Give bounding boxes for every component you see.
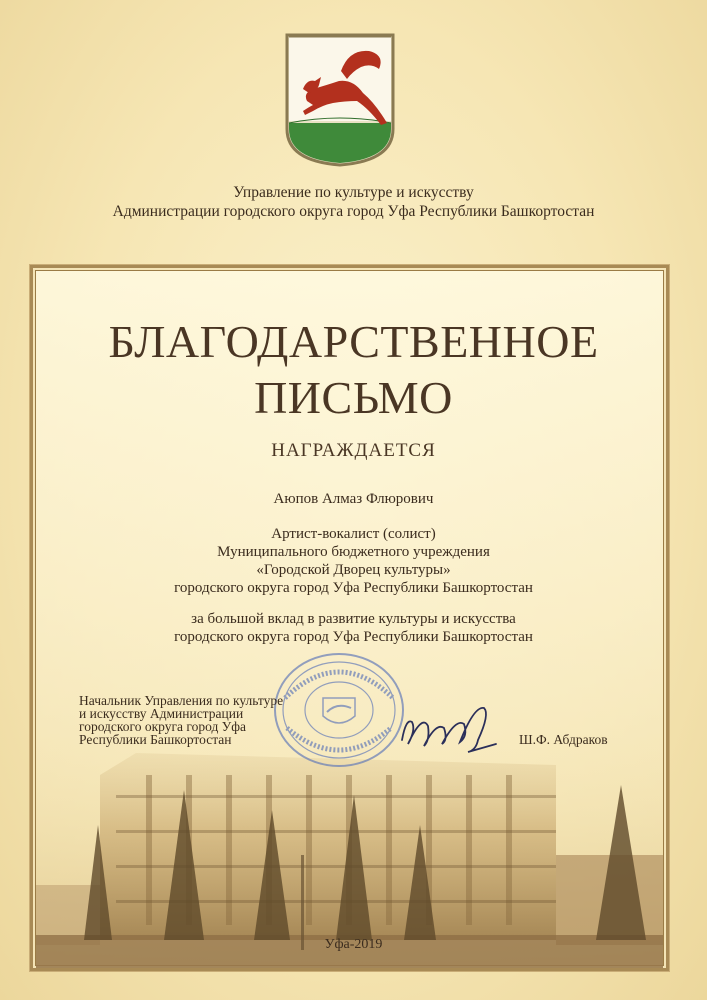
ufa-coat-of-arms-icon (283, 31, 397, 167)
organization-name-line: Администрации городского округа город Уфа Республики Башкортостан (112, 203, 595, 220)
recipient-position-line: «Городской Дворец культуры» (256, 562, 451, 578)
recipient-position-line: Артист-вокалист (солист) (271, 526, 436, 542)
signatory-title-line: Начальник Управления по культуре (79, 693, 284, 708)
document-title: ПИСЬМО (254, 372, 453, 423)
organization-name-line: Управление по культуре и искусству (233, 184, 474, 201)
signatory-title-line: Республики Башкортостан (79, 732, 232, 747)
signatory-title (79, 694, 319, 746)
signature-icon (398, 700, 502, 760)
recipient-name: Аюпов Алмаз Флюрович (273, 491, 434, 507)
award-reason-line: за большой вклад в развитие культуры и искусства (191, 611, 516, 627)
place-and-year: Уфа-2019 (324, 937, 383, 952)
signatory-title-line: и искусству Администрации (79, 706, 244, 721)
signatory-title-line: городского округа город Уфа (79, 719, 247, 734)
recipient-position-line: городского округа город Уфа Республики Башкортостан (174, 580, 533, 596)
signatory-name: Ш.Ф. Абдраков (519, 732, 608, 747)
awarded-heading: НАГРАЖДАЕТСЯ (271, 440, 436, 461)
award-reason-line: городского округа город Уфа Республики Башкортостан (174, 629, 533, 645)
document-title: БЛАГОДАРСТВЕННОЕ (108, 316, 599, 367)
recipient-position-line: Муниципального бюджетного учреждения (217, 544, 490, 560)
